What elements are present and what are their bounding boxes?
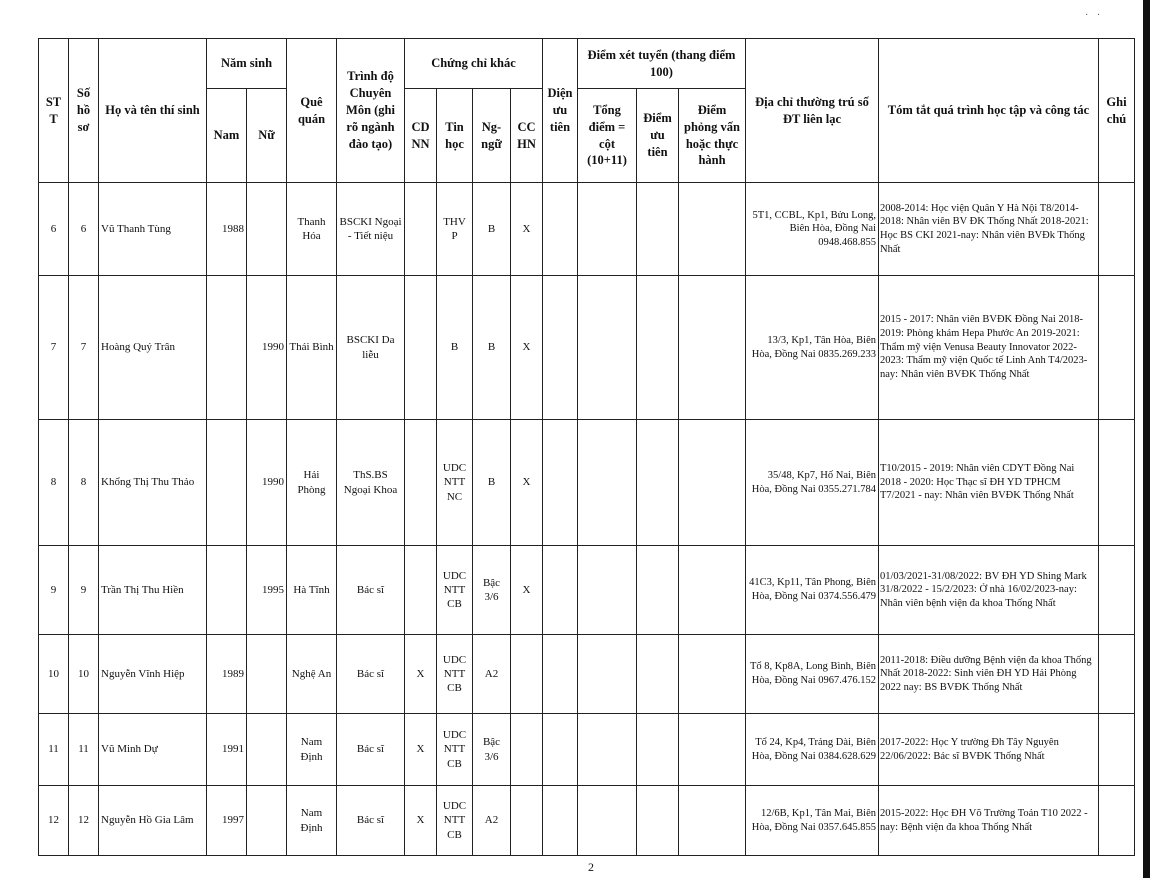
cell-que-quan: Thanh Hóa — [287, 183, 337, 276]
header-stt: ST T — [39, 39, 69, 183]
cell-dien-uu-tien — [543, 786, 578, 856]
header-diem-uu-tien: Điểm ưu tiên — [637, 89, 679, 183]
cell-diem-phong-van — [679, 546, 746, 635]
cell-cchn: X — [511, 276, 543, 420]
cell-name: Vũ Minh Dự — [99, 714, 207, 786]
cell-dien-uu-tien — [543, 635, 578, 714]
cell-trinh-do: BSCKI Ngoại - Tiết niệu — [337, 183, 405, 276]
cell-nam: 1991 — [207, 714, 247, 786]
header-diem-xet-tuyen: Điểm xét tuyển (thang điểm 100) — [578, 39, 746, 89]
header-cchn: CC HN — [511, 89, 543, 183]
cell-cdnn — [405, 276, 437, 420]
cell-cchn — [511, 786, 543, 856]
table-row — [39, 786, 1135, 856]
cell-nam: 1989 — [207, 635, 247, 714]
cell-stt: 7 — [39, 276, 69, 420]
cell-que-quan: Nam Định — [287, 786, 337, 856]
cell-dien-uu-tien — [543, 546, 578, 635]
cell-que-quan: Nam Định — [287, 714, 337, 786]
header-nam-sinh: Năm sinh — [207, 39, 287, 89]
header-nu: Nữ — [247, 89, 287, 183]
cell-so-ho-so: 11 — [69, 714, 99, 786]
cell-tong-diem — [578, 714, 637, 786]
cell-nu: 1990 — [247, 276, 287, 420]
cell-ngoai-ngu: A2 — [473, 786, 511, 856]
cell-so-ho-so: 6 — [69, 183, 99, 276]
cell-diem-uu-tien — [637, 546, 679, 635]
cell-address: 12/6B, Kp1, Tân Mai, Biên Hòa, Đồng Nai 0357.645.855 — [746, 786, 879, 856]
cell-cchn — [511, 714, 543, 786]
cell-dien-uu-tien — [543, 714, 578, 786]
cell-nam: 1988 — [207, 183, 247, 276]
page-number: 2 — [588, 860, 594, 874]
cell-name: Vũ Thanh Tùng — [99, 183, 207, 276]
table-row — [39, 714, 1135, 786]
scan-edge — [1143, 0, 1150, 878]
cell-summary: 2017-2022: Học Y trường Đh Tây Nguyên 22/06/2022: Bác sĩ BVĐK Thống Nhất — [879, 714, 1099, 786]
cell-cchn: X — [511, 546, 543, 635]
header-ho-ten: Họ và tên thí sinh — [99, 39, 207, 183]
cell-ngoai-ngu: B — [473, 183, 511, 276]
cell-tin-hoc: UDC NTT NC — [437, 420, 473, 546]
cell-address: 5T1, CCBL, Kp1, Bửu Long, Biên Hòa, Đồng Nai 0948.468.855 — [746, 183, 879, 276]
cell-stt: 8 — [39, 420, 69, 546]
cell-ngoai-ngu: B — [473, 276, 511, 420]
cell-que-quan: Hải Phòng — [287, 420, 337, 546]
cell-cchn: X — [511, 420, 543, 546]
header-que-quan: Quê quán — [287, 39, 337, 183]
candidate-table — [38, 38, 1135, 856]
cell-nu — [247, 183, 287, 276]
cell-address: 13/3, Kp1, Tân Hòa, Biên Hòa, Đồng Nai 0835.269.233 — [746, 276, 879, 420]
cell-ghi-chu — [1099, 420, 1135, 546]
cell-nam — [207, 546, 247, 635]
cell-diem-uu-tien — [637, 276, 679, 420]
header-dien-uu-tien: Diện ưu tiên — [543, 39, 578, 183]
cell-ngoai-ngu: B — [473, 420, 511, 546]
cell-ngoai-ngu: A2 — [473, 635, 511, 714]
cell-tong-diem — [578, 183, 637, 276]
cell-summary: 01/03/2021-31/08/2022: BV ĐH YD Shing Mark 31/8/2022 - 15/2/2023: Ở nhà 16/02/2023-nay: Nhân viên bệnh viện đa khoa Thống Nhất — [879, 546, 1099, 635]
cell-nam — [207, 420, 247, 546]
cell-tin-hoc: UDC NTT CB — [437, 786, 473, 856]
cell-tin-hoc: B — [437, 276, 473, 420]
cell-stt: 10 — [39, 635, 69, 714]
cell-ghi-chu — [1099, 183, 1135, 276]
cell-que-quan: Nghệ An — [287, 635, 337, 714]
cell-so-ho-so: 8 — [69, 420, 99, 546]
cell-dien-uu-tien — [543, 420, 578, 546]
cell-so-ho-so: 7 — [69, 276, 99, 420]
table-row — [39, 276, 1135, 420]
header-trinh-do: Trình độ Chuyên Môn (ghi rõ ngành đào tạo) — [337, 39, 405, 183]
cell-ghi-chu — [1099, 714, 1135, 786]
cell-diem-phong-van — [679, 786, 746, 856]
cell-tong-diem — [578, 546, 637, 635]
cell-stt: 12 — [39, 786, 69, 856]
cell-so-ho-so: 9 — [69, 546, 99, 635]
cell-ghi-chu — [1099, 546, 1135, 635]
cell-tin-hoc: UDC NTT CB — [437, 635, 473, 714]
header-chung-chi-khac: Chứng chỉ khác — [405, 39, 543, 89]
cell-so-ho-so: 12 — [69, 786, 99, 856]
cell-tong-diem — [578, 635, 637, 714]
cell-dien-uu-tien — [543, 276, 578, 420]
cell-address: Tổ 8, Kp8A, Long Bình, Biên Hòa, Đồng Nai 0967.476.152 — [746, 635, 879, 714]
cell-name: Trần Thị Thu Hiền — [99, 546, 207, 635]
cell-so-ho-so: 10 — [69, 635, 99, 714]
cell-stt: 6 — [39, 183, 69, 276]
cell-name: Nguyễn Vĩnh Hiệp — [99, 635, 207, 714]
cell-nu: 1995 — [247, 546, 287, 635]
cell-diem-phong-van — [679, 183, 746, 276]
cell-address: 35/48, Kp7, Hố Nai, Biên Hòa, Đồng Nai 0355.271.784 — [746, 420, 879, 546]
cell-cdnn: X — [405, 714, 437, 786]
cell-diem-phong-van — [679, 714, 746, 786]
cell-ghi-chu — [1099, 276, 1135, 420]
cell-trinh-do: BSCKI Da liễu — [337, 276, 405, 420]
cell-ghi-chu — [1099, 786, 1135, 856]
cell-que-quan: Hà Tĩnh — [287, 546, 337, 635]
cell-tong-diem — [578, 786, 637, 856]
header-ghi-chu: Ghi chú — [1099, 39, 1135, 183]
cell-diem-phong-van — [679, 276, 746, 420]
cell-cchn — [511, 635, 543, 714]
cell-tin-hoc: UDC NTT CB — [437, 714, 473, 786]
cell-stt: 9 — [39, 546, 69, 635]
cell-diem-uu-tien — [637, 714, 679, 786]
header-dia-chi: Địa chỉ thường trú số ĐT liên lạc — [746, 39, 879, 183]
cell-nu — [247, 786, 287, 856]
cell-cdnn: X — [405, 786, 437, 856]
cell-diem-phong-van — [679, 635, 746, 714]
table-row — [39, 635, 1135, 714]
cell-nu — [247, 635, 287, 714]
header-so-ho-so: Số hồ sơ — [69, 39, 99, 183]
header-tin-hoc: Tin học — [437, 89, 473, 183]
cell-summary: 2015-2022: Học ĐH Võ Trường Toản T10 2022 - nay: Bệnh viện đa khoa Thống Nhất — [879, 786, 1099, 856]
cell-tin-hoc: THV P — [437, 183, 473, 276]
cell-ghi-chu — [1099, 635, 1135, 714]
cell-address: 41C3, Kp11, Tân Phong, Biên Hòa, Đồng Nai 0374.556.479 — [746, 546, 879, 635]
cell-cchn: X — [511, 183, 543, 276]
cell-cdnn — [405, 420, 437, 546]
cell-nam — [207, 276, 247, 420]
cell-nu: 1990 — [247, 420, 287, 546]
cell-ngoai-ngu: Bậc 3/6 — [473, 546, 511, 635]
cell-diem-uu-tien — [637, 420, 679, 546]
cell-summary: 2008-2014: Học viện Quân Y Hà Nội T8/2014-2018: Nhân viên BV ĐK Thống Nhất 2018-2021: Học BS CKI 2021-nay: Nhân viên BVĐk Thống Nhất — [879, 183, 1099, 276]
cell-name: Hoàng Quý Trân — [99, 276, 207, 420]
cell-nam: 1997 — [207, 786, 247, 856]
cell-cdnn — [405, 546, 437, 635]
cell-tong-diem — [578, 420, 637, 546]
cell-address: Tổ 24, Kp4, Trảng Dài, Biên Hòa, Đồng Nai 0384.628.629 — [746, 714, 879, 786]
header-cdnn: CD NN — [405, 89, 437, 183]
cell-trinh-do: Bác sĩ — [337, 635, 405, 714]
cell-trinh-do: ThS.BS Ngoại Khoa — [337, 420, 405, 546]
cell-diem-phong-van — [679, 420, 746, 546]
candidate-table-sheet — [38, 38, 1135, 856]
cell-stt: 11 — [39, 714, 69, 786]
cell-nu — [247, 714, 287, 786]
table-row — [39, 546, 1135, 635]
cell-dien-uu-tien — [543, 183, 578, 276]
header-diem-phong-van: Điểm phỏng vấn hoặc thực hành — [679, 89, 746, 183]
cell-cdnn — [405, 183, 437, 276]
cell-diem-uu-tien — [637, 786, 679, 856]
cell-diem-uu-tien — [637, 635, 679, 714]
cell-name: Khổng Thị Thu Thảo — [99, 420, 207, 546]
cell-que-quan: Thái Bình — [287, 276, 337, 420]
cell-trinh-do: Bác sĩ — [337, 786, 405, 856]
cell-ngoai-ngu: Bậc 3/6 — [473, 714, 511, 786]
cell-trinh-do: Bác sĩ — [337, 714, 405, 786]
cell-summary: 2015 - 2017: Nhân viên BVĐK Đồng Nai 2018-2019: Phòng khám Hepa Phước An 2019-2021: Thẩm mỹ viện Venusa Beauty Innovator 2022-2023: Thẩm mỹ viện Quốc tế Linh Anh T4/2023-nay: Nhân viên BVĐK Thống Nhất — [879, 276, 1099, 420]
header-tom-tat: Tóm tắt quá trình học tập và công tác — [879, 39, 1099, 183]
header-nam: Nam — [207, 89, 247, 183]
table-row — [39, 183, 1135, 276]
cell-cdnn: X — [405, 635, 437, 714]
cell-tong-diem — [578, 276, 637, 420]
cell-tin-hoc: UDC NTT CB — [437, 546, 473, 635]
cell-summary: 2011-2018: Điều dưỡng Bệnh viện đa khoa Thống Nhất 2018-2022: Sinh viên ĐH YD Hải Phòng 2022 nay: BS BVĐK Thống Nhất — [879, 635, 1099, 714]
cell-summary: T10/2015 - 2019: Nhân viên CDYT Đồng Nai 2018 - 2020: Học Thạc sĩ ĐH YD TPHCM T7/2021 - nay: Nhân viên BVĐK Thống Nhất — [879, 420, 1099, 546]
header-tong-diem: Tổng điểm = cột (10+11) — [578, 89, 637, 183]
cell-name: Nguyễn Hồ Gia Lâm — [99, 786, 207, 856]
cell-diem-uu-tien — [637, 183, 679, 276]
cell-trinh-do: Bác sĩ — [337, 546, 405, 635]
corner-marks: · · — [1085, 10, 1104, 21]
table-row — [39, 420, 1135, 546]
header-ngoai-ngu: Ng- ngữ — [473, 89, 511, 183]
